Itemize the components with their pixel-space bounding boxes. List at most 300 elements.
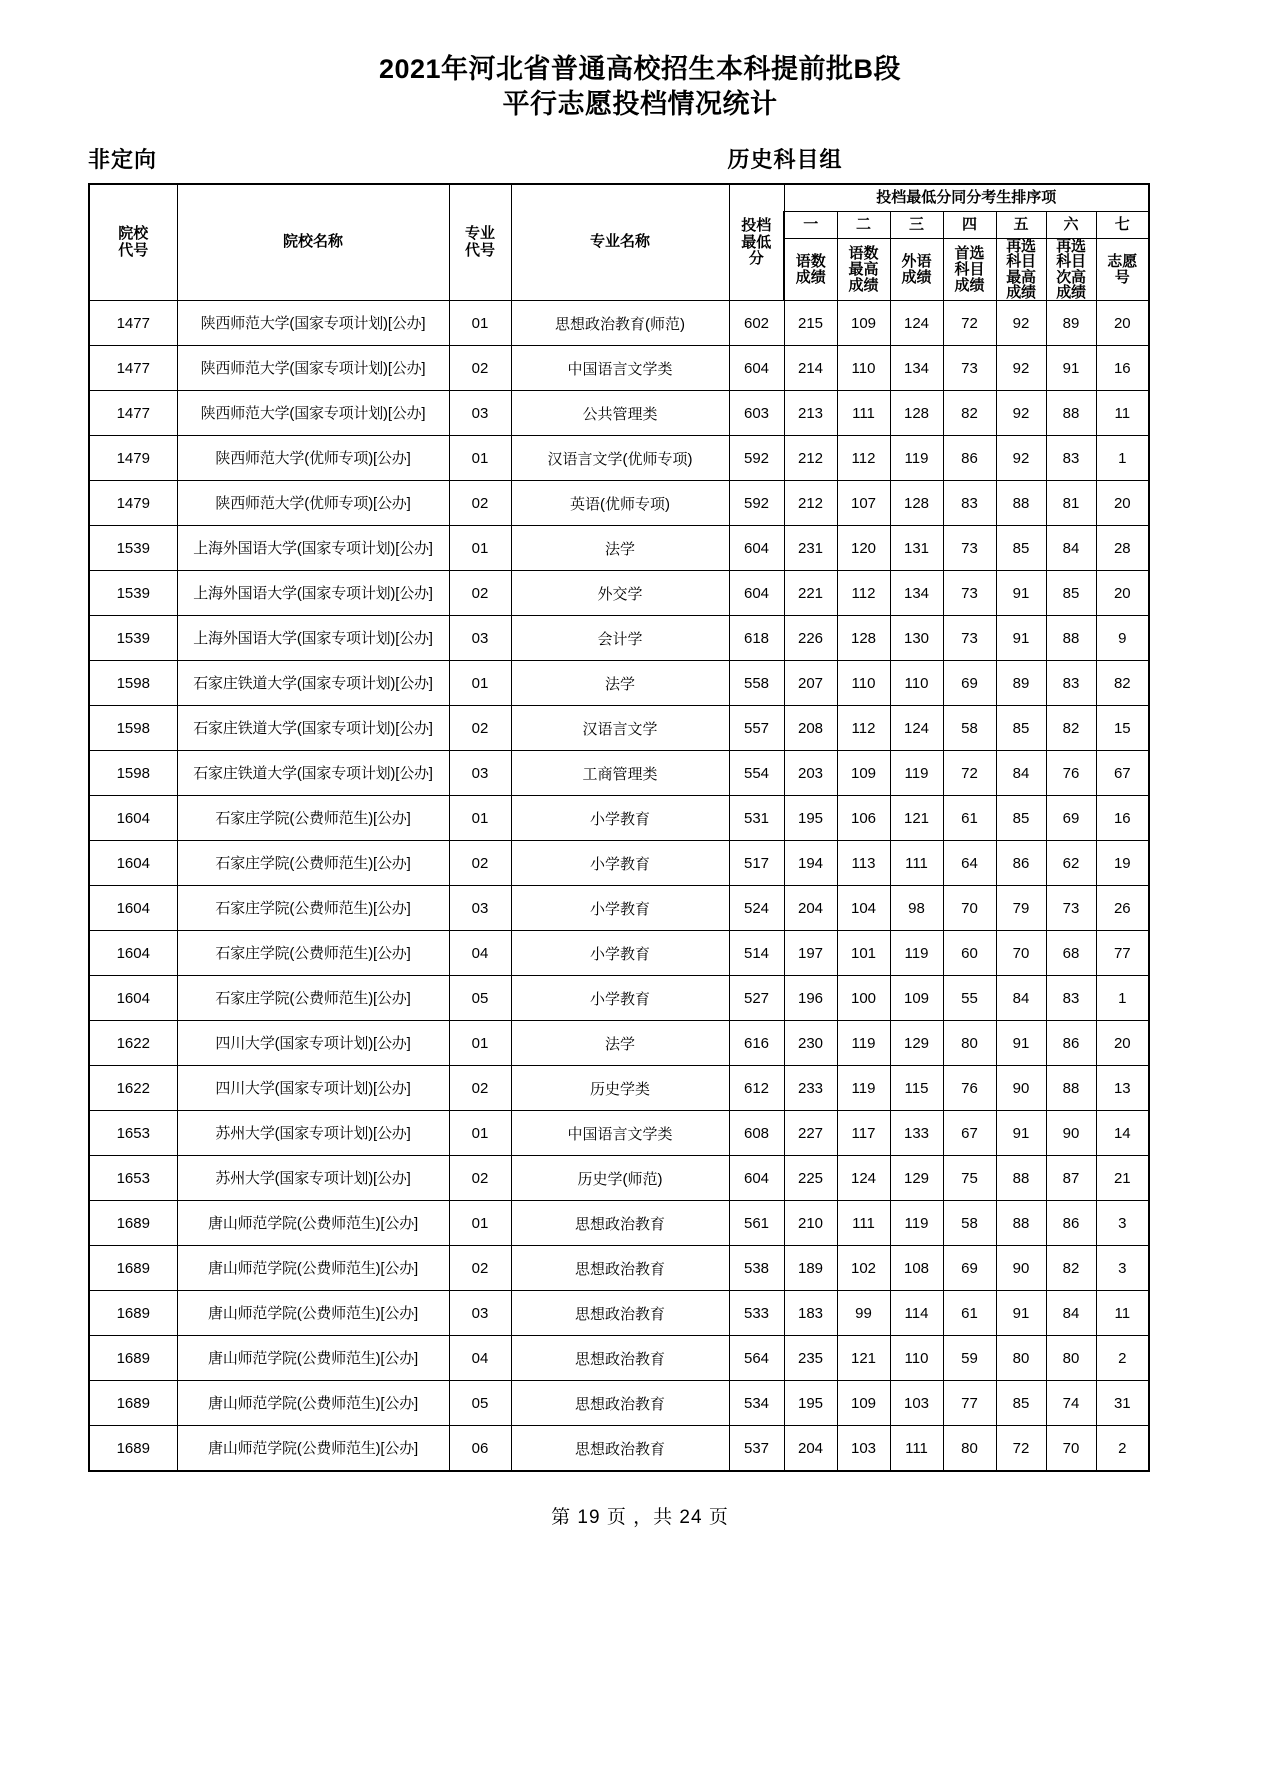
cell-school-code: 1604 — [89, 976, 177, 1021]
cell-school-name: 石家庄铁道大学(国家专项计划)[公办] — [177, 706, 449, 751]
cell-elective-second-score: 82 — [1046, 1246, 1096, 1291]
cell-school-code: 1689 — [89, 1246, 177, 1291]
cell-chinese-math-max-score: 119 — [837, 1066, 890, 1111]
table-row — [89, 526, 1149, 571]
cell-school-name: 石家庄学院(公费师范生)[公办] — [177, 841, 449, 886]
cell-major-code: 02 — [449, 841, 511, 886]
cell-volunteer-number: 16 — [1096, 346, 1149, 391]
cell-primary-subject-score: 72 — [943, 301, 996, 346]
cell-major-code: 04 — [449, 931, 511, 976]
cell-elective-max-score: 91 — [996, 1021, 1046, 1066]
cell-primary-subject-score: 73 — [943, 616, 996, 661]
cell-elective-second-score: 81 — [1046, 481, 1096, 526]
cell-chinese-math-score: 225 — [784, 1156, 837, 1201]
cell-chinese-math-score: 213 — [784, 391, 837, 436]
cell-school-code: 1622 — [89, 1021, 177, 1066]
cell-major-name: 会计学 — [511, 616, 729, 661]
cell-school-code: 1689 — [89, 1336, 177, 1381]
cell-primary-subject-score: 73 — [943, 571, 996, 616]
cell-school-code: 1689 — [89, 1201, 177, 1246]
cell-volunteer-number: 21 — [1096, 1156, 1149, 1201]
cell-school-code: 1479 — [89, 436, 177, 481]
cell-primary-subject-score: 67 — [943, 1111, 996, 1156]
cell-major-code: 02 — [449, 706, 511, 751]
cell-major-code: 03 — [449, 391, 511, 436]
cell-school-name: 陕西师范大学(国家专项计划)[公办] — [177, 346, 449, 391]
cell-min-score: 618 — [729, 616, 784, 661]
table-row — [89, 346, 1149, 391]
cell-volunteer-number: 3 — [1096, 1201, 1149, 1246]
th-volunteer-number: 志愿 号 — [1096, 239, 1149, 301]
cell-volunteer-number: 2 — [1096, 1336, 1149, 1381]
cell-school-name: 陕西师范大学(优师专项)[公办] — [177, 481, 449, 526]
cell-major-code: 03 — [449, 751, 511, 796]
cell-school-code: 1604 — [89, 796, 177, 841]
table-row — [89, 841, 1149, 886]
cell-primary-subject-score: 75 — [943, 1156, 996, 1201]
cell-major-name: 小学教育 — [511, 796, 729, 841]
cell-min-score: 603 — [729, 391, 784, 436]
cell-school-code: 1604 — [89, 886, 177, 931]
th-ordinal-2: 二 — [837, 212, 890, 239]
cell-major-name: 外交学 — [511, 571, 729, 616]
cell-min-score: 592 — [729, 436, 784, 481]
cell-elective-max-score: 85 — [996, 526, 1046, 571]
cell-chinese-math-max-score: 110 — [837, 346, 890, 391]
cell-min-score: 592 — [729, 481, 784, 526]
cell-school-code: 1539 — [89, 571, 177, 616]
th-primary-subject-score: 首选 科目 成绩 — [943, 239, 996, 301]
category-label: 非定向 — [88, 147, 158, 173]
table-row — [89, 1156, 1149, 1201]
cell-foreign-language-score: 129 — [890, 1156, 943, 1201]
cell-foreign-language-score: 134 — [890, 571, 943, 616]
cell-elective-second-score: 87 — [1046, 1156, 1096, 1201]
cell-chinese-math-score: 208 — [784, 706, 837, 751]
cell-major-name: 思想政治教育 — [511, 1246, 729, 1291]
cell-major-name: 小学教育 — [511, 931, 729, 976]
cell-volunteer-number: 77 — [1096, 931, 1149, 976]
cell-elective-second-score: 86 — [1046, 1201, 1096, 1246]
th-ordinal-5: 五 — [996, 212, 1046, 239]
table-row — [89, 1336, 1149, 1381]
cell-primary-subject-score: 61 — [943, 1291, 996, 1336]
cell-major-code: 04 — [449, 1336, 511, 1381]
cell-elective-max-score: 92 — [996, 436, 1046, 481]
cell-elective-max-score: 88 — [996, 1201, 1046, 1246]
cell-major-name: 小学教育 — [511, 976, 729, 1021]
cell-foreign-language-score: 128 — [890, 481, 943, 526]
cell-chinese-math-score: 230 — [784, 1021, 837, 1066]
cell-chinese-math-max-score: 110 — [837, 661, 890, 706]
cell-volunteer-number: 82 — [1096, 661, 1149, 706]
cell-min-score: 604 — [729, 571, 784, 616]
th-elective-subject-max-score: 再选 科目 最高 成绩 — [996, 239, 1046, 301]
cell-school-name: 陕西师范大学(优师专项)[公办] — [177, 436, 449, 481]
cell-elective-second-score: 62 — [1046, 841, 1096, 886]
cell-school-code: 1479 — [89, 481, 177, 526]
table-header — [89, 184, 1149, 301]
page-title — [88, 52, 1192, 122]
cell-school-name: 石家庄铁道大学(国家专项计划)[公办] — [177, 751, 449, 796]
cell-chinese-math-max-score: 112 — [837, 706, 890, 751]
cell-chinese-math-max-score: 100 — [837, 976, 890, 1021]
cell-major-name: 历史学(师范) — [511, 1156, 729, 1201]
cell-elective-second-score: 88 — [1046, 391, 1096, 436]
cell-elective-max-score: 89 — [996, 661, 1046, 706]
cell-chinese-math-max-score: 112 — [837, 571, 890, 616]
cell-elective-second-score: 83 — [1046, 976, 1096, 1021]
th-chinese-math-max-score: 语数 最高 成绩 — [837, 239, 890, 301]
cell-elective-second-score: 86 — [1046, 1021, 1096, 1066]
cell-chinese-math-score: 214 — [784, 346, 837, 391]
table-row — [89, 1246, 1149, 1291]
cell-chinese-math-score: 207 — [784, 661, 837, 706]
cell-school-code: 1622 — [89, 1066, 177, 1111]
cell-major-code: 01 — [449, 526, 511, 571]
cell-volunteer-number: 20 — [1096, 301, 1149, 346]
cell-min-score: 564 — [729, 1336, 784, 1381]
cell-major-name: 思想政治教育 — [511, 1336, 729, 1381]
cell-min-score: 537 — [729, 1426, 784, 1472]
cell-foreign-language-score: 103 — [890, 1381, 943, 1426]
cell-primary-subject-score: 64 — [943, 841, 996, 886]
th-major-code: 专业 代号 — [449, 184, 511, 301]
th-school-name: 院校名称 — [177, 184, 449, 301]
cell-elective-max-score: 70 — [996, 931, 1046, 976]
cell-primary-subject-score: 55 — [943, 976, 996, 1021]
cell-school-code: 1477 — [89, 391, 177, 436]
cell-chinese-math-max-score: 112 — [837, 436, 890, 481]
table-row — [89, 1111, 1149, 1156]
cell-school-name: 石家庄学院(公费师范生)[公办] — [177, 931, 449, 976]
cell-chinese-math-score: 203 — [784, 751, 837, 796]
th-ordinal-3: 三 — [890, 212, 943, 239]
cell-elective-max-score: 91 — [996, 1291, 1046, 1336]
cell-elective-second-score: 76 — [1046, 751, 1096, 796]
cell-major-code: 05 — [449, 1381, 511, 1426]
cell-volunteer-number: 20 — [1096, 1021, 1149, 1066]
cell-foreign-language-score: 128 — [890, 391, 943, 436]
cell-volunteer-number: 67 — [1096, 751, 1149, 796]
page-title-line-1: 2021年河北省普通高校招生本科提前批B段 — [378, 54, 902, 84]
cell-chinese-math-max-score: 109 — [837, 301, 890, 346]
cell-elective-second-score: 88 — [1046, 1066, 1096, 1111]
cell-min-score: 604 — [729, 526, 784, 571]
subheader — [88, 144, 1192, 174]
cell-primary-subject-score: 80 — [943, 1021, 996, 1066]
cell-elective-max-score: 90 — [996, 1066, 1046, 1111]
cell-school-code: 1604 — [89, 841, 177, 886]
table-row — [89, 1291, 1149, 1336]
cell-volunteer-number: 1 — [1096, 436, 1149, 481]
cell-school-name: 上海外国语大学(国家专项计划)[公办] — [177, 616, 449, 661]
page-title-line-2: 平行志愿投档情况统计 — [502, 89, 778, 120]
cell-school-code: 1598 — [89, 751, 177, 796]
cell-major-code: 02 — [449, 481, 511, 526]
cell-elective-second-score: 69 — [1046, 796, 1096, 841]
table-row — [89, 931, 1149, 976]
cell-primary-subject-score: 58 — [943, 706, 996, 751]
page-footer: 第 19 页 ，共 24 页 — [551, 1507, 729, 1529]
cell-chinese-math-score: 215 — [784, 301, 837, 346]
cell-foreign-language-score: 108 — [890, 1246, 943, 1291]
cell-chinese-math-score: 204 — [784, 1426, 837, 1472]
cell-foreign-language-score: 111 — [890, 841, 943, 886]
th-chinese-math-score: 语数 成绩 — [784, 239, 837, 301]
cell-chinese-math-score: 226 — [784, 616, 837, 661]
cell-chinese-math-score: 196 — [784, 976, 837, 1021]
cell-primary-subject-score: 72 — [943, 751, 996, 796]
table-row — [89, 1381, 1149, 1426]
cell-primary-subject-score: 83 — [943, 481, 996, 526]
cell-foreign-language-score: 134 — [890, 346, 943, 391]
cell-primary-subject-score: 76 — [943, 1066, 996, 1111]
cell-foreign-language-score: 119 — [890, 436, 943, 481]
cell-volunteer-number: 3 — [1096, 1246, 1149, 1291]
table-row — [89, 976, 1149, 1021]
table-row — [89, 1021, 1149, 1066]
th-min-score: 投档 最低 分 — [729, 184, 784, 301]
cell-elective-max-score: 92 — [996, 346, 1046, 391]
cell-elective-second-score: 84 — [1046, 526, 1096, 571]
cell-min-score: 557 — [729, 706, 784, 751]
cell-volunteer-number: 15 — [1096, 706, 1149, 751]
table-row — [89, 796, 1149, 841]
cell-chinese-math-max-score: 109 — [837, 751, 890, 796]
cell-major-code: 03 — [449, 1291, 511, 1336]
cell-major-name: 中国语言文学类 — [511, 1111, 729, 1156]
cell-elective-max-score: 91 — [996, 1111, 1046, 1156]
th-ordinal-6: 六 — [1046, 212, 1096, 239]
cell-elective-second-score: 88 — [1046, 616, 1096, 661]
cell-min-score: 612 — [729, 1066, 784, 1111]
cell-min-score: 558 — [729, 661, 784, 706]
cell-elective-second-score: 82 — [1046, 706, 1096, 751]
cell-major-name: 小学教育 — [511, 841, 729, 886]
cell-chinese-math-score: 197 — [784, 931, 837, 976]
cell-major-name: 思想政治教育 — [511, 1426, 729, 1472]
cell-volunteer-number: 19 — [1096, 841, 1149, 886]
table-row — [89, 1426, 1149, 1472]
table-row — [89, 1066, 1149, 1111]
cell-elective-second-score: 73 — [1046, 886, 1096, 931]
cell-elective-max-score: 88 — [996, 1156, 1046, 1201]
cell-elective-max-score: 90 — [996, 1246, 1046, 1291]
cell-major-code: 06 — [449, 1426, 511, 1472]
cell-volunteer-number: 28 — [1096, 526, 1149, 571]
cell-elective-second-score: 90 — [1046, 1111, 1096, 1156]
cell-volunteer-number: 13 — [1096, 1066, 1149, 1111]
cell-major-name: 历史学类 — [511, 1066, 729, 1111]
cell-volunteer-number: 2 — [1096, 1426, 1149, 1472]
cell-major-code: 01 — [449, 436, 511, 481]
cell-major-code: 01 — [449, 1021, 511, 1066]
cell-major-name: 工商管理类 — [511, 751, 729, 796]
cell-primary-subject-score: 86 — [943, 436, 996, 481]
cell-primary-subject-score: 61 — [943, 796, 996, 841]
cell-chinese-math-score: 235 — [784, 1336, 837, 1381]
cell-foreign-language-score: 121 — [890, 796, 943, 841]
table-body — [89, 301, 1149, 1472]
cell-elective-second-score: 85 — [1046, 571, 1096, 616]
cell-volunteer-number: 16 — [1096, 796, 1149, 841]
cell-major-code: 02 — [449, 1066, 511, 1111]
cell-school-name: 石家庄学院(公费师范生)[公办] — [177, 796, 449, 841]
cell-major-code: 03 — [449, 886, 511, 931]
cell-major-name: 汉语言文学 — [511, 706, 729, 751]
cell-major-code: 01 — [449, 796, 511, 841]
cell-major-code: 02 — [449, 1156, 511, 1201]
cell-volunteer-number: 11 — [1096, 391, 1149, 436]
cell-elective-max-score: 85 — [996, 796, 1046, 841]
cell-volunteer-number: 26 — [1096, 886, 1149, 931]
table-row — [89, 391, 1149, 436]
cell-school-name: 陕西师范大学(国家专项计划)[公办] — [177, 301, 449, 346]
cell-min-score: 608 — [729, 1111, 784, 1156]
cell-min-score: 561 — [729, 1201, 784, 1246]
cell-primary-subject-score: 69 — [943, 1246, 996, 1291]
cell-elective-max-score: 88 — [996, 481, 1046, 526]
th-ordinal-4: 四 — [943, 212, 996, 239]
cell-major-name: 法学 — [511, 1021, 729, 1066]
cell-foreign-language-score: 119 — [890, 1201, 943, 1246]
cell-school-name: 苏州大学(国家专项计划)[公办] — [177, 1156, 449, 1201]
cell-elective-max-score: 84 — [996, 976, 1046, 1021]
cell-school-code: 1689 — [89, 1291, 177, 1336]
cell-chinese-math-score: 194 — [784, 841, 837, 886]
cell-elective-max-score: 91 — [996, 571, 1046, 616]
cell-school-code: 1598 — [89, 661, 177, 706]
cell-major-name: 公共管理类 — [511, 391, 729, 436]
cell-primary-subject-score: 82 — [943, 391, 996, 436]
cell-major-code: 01 — [449, 1111, 511, 1156]
cell-primary-subject-score: 73 — [943, 526, 996, 571]
cell-major-code: 01 — [449, 661, 511, 706]
cell-chinese-math-score: 195 — [784, 796, 837, 841]
cell-major-name: 小学教育 — [511, 886, 729, 931]
cell-chinese-math-max-score: 101 — [837, 931, 890, 976]
cell-school-code: 1689 — [89, 1381, 177, 1426]
cell-major-name: 思想政治教育 — [511, 1291, 729, 1336]
cell-major-code: 05 — [449, 976, 511, 1021]
cell-foreign-language-score: 124 — [890, 301, 943, 346]
cell-school-name: 苏州大学(国家专项计划)[公办] — [177, 1111, 449, 1156]
cell-elective-second-score: 89 — [1046, 301, 1096, 346]
cell-school-code: 1598 — [89, 706, 177, 751]
cell-volunteer-number: 14 — [1096, 1111, 1149, 1156]
cell-elective-max-score: 91 — [996, 616, 1046, 661]
cell-school-name: 石家庄学院(公费师范生)[公办] — [177, 976, 449, 1021]
cell-elective-second-score: 80 — [1046, 1336, 1096, 1381]
subject-group-label: 历史科目组 — [727, 147, 843, 173]
cell-school-name: 唐山师范学院(公费师范生)[公办] — [177, 1201, 449, 1246]
cell-chinese-math-max-score: 119 — [837, 1021, 890, 1066]
cell-major-code: 01 — [449, 301, 511, 346]
th-school-code: 院校 代号 — [89, 184, 177, 301]
cell-school-name: 四川大学(国家专项计划)[公办] — [177, 1021, 449, 1066]
cell-foreign-language-score: 114 — [890, 1291, 943, 1336]
cell-elective-max-score: 72 — [996, 1426, 1046, 1472]
cell-school-name: 石家庄学院(公费师范生)[公办] — [177, 886, 449, 931]
table-row — [89, 481, 1149, 526]
cell-chinese-math-max-score: 121 — [837, 1336, 890, 1381]
cell-school-code: 1539 — [89, 526, 177, 571]
cell-primary-subject-score: 58 — [943, 1201, 996, 1246]
cell-major-code: 02 — [449, 346, 511, 391]
cell-school-name: 四川大学(国家专项计划)[公办] — [177, 1066, 449, 1111]
cell-primary-subject-score: 80 — [943, 1426, 996, 1472]
cell-min-score: 514 — [729, 931, 784, 976]
cell-elective-second-score: 83 — [1046, 661, 1096, 706]
cell-chinese-math-score: 233 — [784, 1066, 837, 1111]
cell-elective-max-score: 85 — [996, 706, 1046, 751]
cell-volunteer-number: 31 — [1096, 1381, 1149, 1426]
cell-foreign-language-score: 119 — [890, 931, 943, 976]
table-row — [89, 436, 1149, 481]
cell-foreign-language-score: 110 — [890, 661, 943, 706]
cell-min-score: 524 — [729, 886, 784, 931]
cell-elective-max-score: 92 — [996, 301, 1046, 346]
cell-major-name: 思想政治教育(师范) — [511, 301, 729, 346]
cell-chinese-math-max-score: 107 — [837, 481, 890, 526]
cell-elective-max-score: 84 — [996, 751, 1046, 796]
cell-primary-subject-score: 73 — [943, 346, 996, 391]
cell-foreign-language-score: 109 — [890, 976, 943, 1021]
cell-major-code: 01 — [449, 1201, 511, 1246]
cell-chinese-math-max-score: 124 — [837, 1156, 890, 1201]
table-row — [89, 751, 1149, 796]
cell-chinese-math-score: 231 — [784, 526, 837, 571]
cell-school-name: 上海外国语大学(国家专项计划)[公办] — [177, 571, 449, 616]
th-rank-group: 投档最低分同分考生排序项 — [784, 184, 1149, 212]
cell-chinese-math-score: 212 — [784, 436, 837, 481]
cell-chinese-math-score: 195 — [784, 1381, 837, 1426]
cell-foreign-language-score: 124 — [890, 706, 943, 751]
cell-min-score: 527 — [729, 976, 784, 1021]
cell-primary-subject-score: 60 — [943, 931, 996, 976]
cell-chinese-math-max-score: 99 — [837, 1291, 890, 1336]
th-elective-subject-second-score: 再选 科目 次高 成绩 — [1046, 239, 1096, 301]
cell-major-name: 法学 — [511, 661, 729, 706]
cell-school-name: 石家庄铁道大学(国家专项计划)[公办] — [177, 661, 449, 706]
cell-primary-subject-score: 59 — [943, 1336, 996, 1381]
table-row — [89, 571, 1149, 616]
cell-school-name: 唐山师范学院(公费师范生)[公办] — [177, 1336, 449, 1381]
cell-major-code: 02 — [449, 571, 511, 616]
cell-major-code: 02 — [449, 1246, 511, 1291]
cell-foreign-language-score: 130 — [890, 616, 943, 661]
cell-chinese-math-score: 204 — [784, 886, 837, 931]
cell-min-score: 602 — [729, 301, 784, 346]
cell-elective-max-score: 86 — [996, 841, 1046, 886]
cell-chinese-math-score: 212 — [784, 481, 837, 526]
cell-elective-max-score: 79 — [996, 886, 1046, 931]
cell-primary-subject-score: 69 — [943, 661, 996, 706]
cell-school-code: 1477 — [89, 346, 177, 391]
cell-volunteer-number: 20 — [1096, 571, 1149, 616]
admission-statistics-table — [88, 183, 1150, 1472]
cell-school-code: 1539 — [89, 616, 177, 661]
cell-chinese-math-score: 183 — [784, 1291, 837, 1336]
cell-min-score: 604 — [729, 346, 784, 391]
cell-foreign-language-score: 129 — [890, 1021, 943, 1066]
cell-min-score: 604 — [729, 1156, 784, 1201]
th-ordinal-7: 七 — [1096, 212, 1149, 239]
cell-major-name: 中国语言文学类 — [511, 346, 729, 391]
cell-foreign-language-score: 98 — [890, 886, 943, 931]
cell-school-name: 唐山师范学院(公费师范生)[公办] — [177, 1291, 449, 1336]
